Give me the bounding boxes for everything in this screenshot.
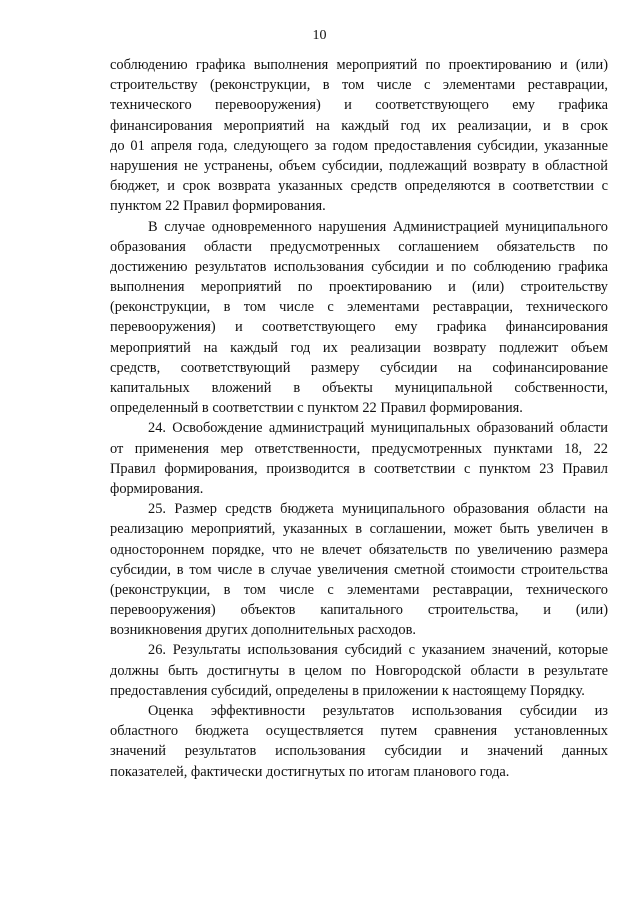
text-line: нарушения не устранены, объем субсидии, подлежащий возврату в областной (110, 157, 608, 174)
text-line: пунктом 22 Правил формирования. (110, 198, 326, 215)
text-line: бюджет, и срок возврата указанных средств определяются в соответствии с (110, 178, 608, 195)
text-line: В случае одновременного нарушения Администрацией муниципального (148, 218, 608, 235)
text-line: одностороннем порядке, что не влечет обязательств по увеличению размера (110, 541, 608, 558)
paragraph (110, 701, 608, 782)
text-line: мероприятий на каждый год их реализации возврату подлежит объем (110, 339, 608, 356)
text-line: 26. Результаты использования субсидий с указанием значений, которые (148, 642, 608, 659)
text-line: перевооружения) и соответствующего ему графика финансирования (110, 319, 608, 336)
text-line: (реконструкции, в том числе с элементами реставрации, технического (110, 581, 608, 598)
text-line: возникновения других дополнительных расходов. (110, 622, 417, 639)
text-line: Оценка эффективности результатов использования субсидии из (148, 703, 608, 719)
paragraph (110, 418, 608, 499)
text-line: выполнения мероприятий по проектированию и (или) строительству (110, 279, 608, 296)
document-body (110, 55, 608, 782)
text-line: 25. Размер средств бюджета муниципального образования области на (148, 501, 608, 518)
text-line: определенный в соответствии с пунктом 22 Правил формирования. (110, 400, 523, 417)
text-line: должны быть достигнуты в целом по Новгородской области в результате (110, 662, 608, 679)
text-line: предоставления субсидий, определены в приложении к настоящему Порядку. (110, 682, 585, 699)
text-line: (реконструкции, в том числе с элементами реставрации, технического (110, 299, 608, 316)
paragraph (110, 640, 608, 701)
text-line: соблюдению графика выполнения мероприятий по проектированию и (или) (110, 57, 608, 73)
text-line: строительству (реконструкции, в том числе с элементами реставрации, (110, 77, 608, 94)
text-line: от применения мер ответственности, предусмотренных пунктами 18, 22 (110, 440, 608, 457)
paragraph (110, 217, 608, 419)
text-line: средств, соответствующий размеру субсидии на софинансирование (110, 359, 608, 376)
text-line: финансирования мероприятий на каждый год их реализации, и в срок (110, 117, 608, 134)
page-number: 10 (312, 28, 327, 43)
text-line: 24. Освобождение администраций муниципальных образований области (148, 420, 608, 437)
text-line: достижению результатов использования субсидии и по соблюдению графика (110, 258, 608, 275)
text-line: областного бюджета осуществляется путем сравнения установленных (110, 723, 608, 740)
text-line: реализацию мероприятий, указанных в соглашении, может быть увеличен в (110, 521, 608, 538)
text-line: Правил формирования, производится в соответствии с пунктом 23 Правил (110, 460, 608, 477)
text-line: капитальных вложений в объекты муниципальной собственности, (110, 380, 608, 396)
paragraph (110, 499, 608, 640)
text-line: показателей, фактически достигнутых по итогам планового года. (110, 763, 510, 780)
text-line: субсидии, в том числе в случае увеличения сметной стоимости строительства (110, 561, 608, 578)
text-line: перевооружения) объектов капитального строительства, и (или) (110, 602, 608, 619)
text-line: до 01 апреля года, следующего за годом предоставления субсидии, указанные (110, 137, 608, 154)
text-line: формирования. (110, 480, 204, 497)
text-line: технического перевооружения) и соответствующего ему графика (110, 97, 608, 114)
paragraph (110, 55, 608, 217)
text-line: образования области предусмотренных соглашением обязательств по (110, 238, 608, 255)
text-line: значений результатов использования субсидии и значений данных (110, 743, 608, 760)
